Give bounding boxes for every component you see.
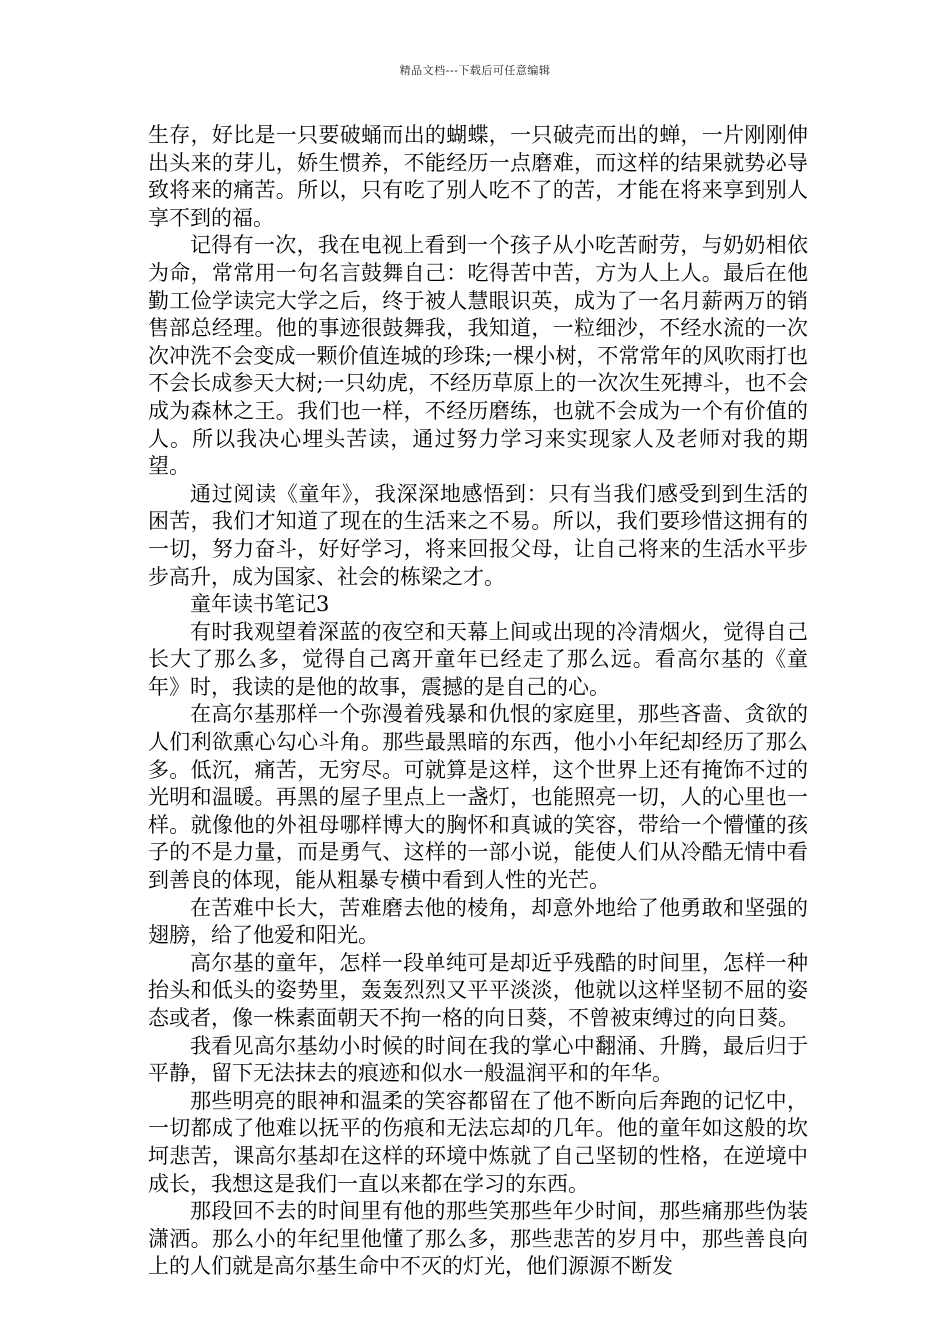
paragraph: 那些明亮的眼神和温柔的笑容都留在了他不断向后奔跑的记忆中，一切都成了他难以抚平的伤痕和无法忘却的几年。他的童年如这般的坎坷悲苦，课高尔基却在这样的环境中炼就了自己坚韧的性格，在逆境中成长，我想这是我们一直以来都在学习的东西。 [148,1088,808,1196]
paragraph: 生存，好比是一只要破蛹而出的蝴蝶，一只破壳而出的蝉，一片刚刚伸出头来的芽儿，娇生惯养，不能经历一点磨难，而这样的结果就势必导致将来的痛苦。所以，只有吃了别人吃不了的苦，才能在将来享到别人享不到的福。 [148,123,808,230]
paragraph: 在高尔基那样一个弥漫着残暴和仇恨的家庭里，那些吝啬、贪欲的人们利欲熏心勾心斗角。那些最黑暗的东西，他小小年纪却经历了那么多。低沉，痛苦，无穷尽。可就算是这样，这个世界上还有掩饰不过的光明和温暖。再黑的屋子里点上一盏灯，也能照亮一切，人的心里也一样。就像他的外祖母哪样博大的胸怀和真诚的笑容，带给一个懵懂的孩子的不是力量，而是勇气、这样的一部小说，能使人们从冷酷无情中看到善良的体现，能从粗暴专横中看到人性的光芒。 [148,702,808,893]
paragraph: 那段回不去的时间里有他的那些笑那些年少时间，那些痛那些伪装潇洒。那么小的年纪里他懂了那么多，那些悲苦的岁月中，那些善良向上的人们就是高尔基生命中不灭的灯光，他们源源不断发 [148,1199,808,1279]
section-heading: 童年读书笔记3 [190,592,330,617]
document-body [148,122,808,1281]
paragraph: 我看见高尔基幼小时候的时间在我的掌心中翻涌、升腾，最后归于平静，留下无法抹去的痕迹和似水一般温润平和的年华。 [148,1033,808,1086]
paragraph: 高尔基的童年，怎样一段单纯可是却近乎残酷的时间里，怎样一种抬头和低头的姿势里，轰轰烈烈又平平淡淡，他就以这样坚韧不屈的姿态或者，像一株素面朝天不拘一格的向日葵，不曾被束缚过的向日葵。 [148,950,808,1030]
page-header: 精品文档---下载后可任意编辑 [399,64,551,77]
paragraph: 在苦难中长大，苦难磨去他的棱角，却意外地给了他勇敢和坚强的翅膀，给了他爱和阳光。 [148,895,808,948]
paragraph: 记得有一次，我在电视上看到一个孩子从小吃苦耐劳，与奶奶相依为命，常常用一句名言鼓舞自己：吃得苦中苦，方为人上人。最后在他勤工俭学读完大学之后，终于被人慧眼识英，成为了一名月薪两万的销售部总经理。他的事迹很鼓舞我，我知道，一粒细沙，不经水流的一次次冲洗不会变成一颗价值连城的珍珠;一棵小树，不常常年的风吹雨打也不会长成参天大树;一只幼虎，不经历草原上的一次次生死搏斗，也不会成为森林之王。我们也一样，不经历磨练，也就不会成为一个有价值的人。所以我决心埋头苦读，通过努力学习来实现家人及老师对我的期望。 [148,233,808,479]
paragraph: 通过阅读《童年》，我深深地感悟到：只有当我们感受到到生活的困苦，我们才知道了现在的生活来之不易。所以，我们要珍惜这拥有的一切，努力奋斗，好好学习，将来回报父母，让自己将来的生活水平步步高升，成为国家、社会的栋梁之才。 [148,481,808,589]
paragraph: 有时我观望着深蓝的夜空和天幕上间或出现的冷清烟火，觉得自己长大了那么多，觉得自己离开童年已经走了那么远。看高尔基的《童年》时，我读的是他的故事，震撼的是自己的心。 [148,619,808,699]
